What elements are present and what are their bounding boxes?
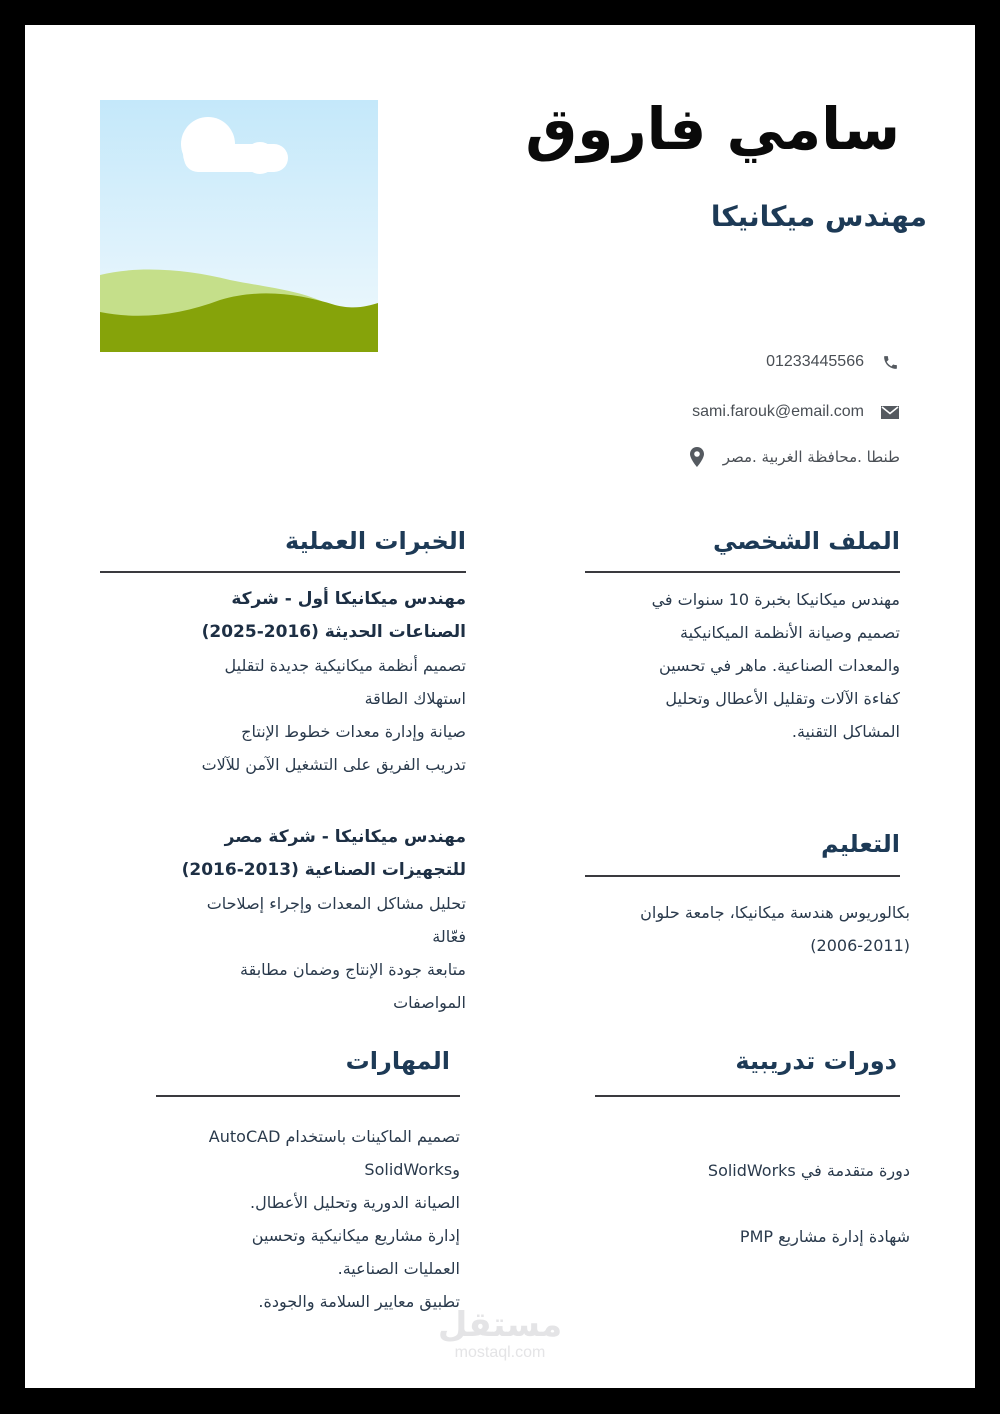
education-line: (2006-2011) bbox=[810, 936, 910, 955]
skill-line: الصيانة الدورية وتحليل الأعطال. bbox=[250, 1193, 460, 1212]
job-heading: مهندس ميكانيكا - شركة مصر bbox=[224, 827, 466, 847]
envelope-icon bbox=[880, 402, 900, 422]
watermark-latin: mostaql.com bbox=[454, 1344, 546, 1361]
map-pin-icon bbox=[687, 447, 707, 467]
candidate-name: سامي فاروق bbox=[525, 95, 900, 163]
education-divider bbox=[585, 875, 900, 877]
skill-line: العمليات الصناعية. bbox=[337, 1259, 460, 1278]
skill-line: تصميم الماكينات باستخدام AutoCAD bbox=[208, 1127, 460, 1146]
skills-body bbox=[140, 1120, 460, 1318]
job-duty: متابعة جودة الإنتاج وضمان مطابقة bbox=[240, 960, 466, 979]
profile-line: المشاكل التقنية. bbox=[791, 722, 900, 741]
courses-title: دورات تدريبية bbox=[735, 1047, 897, 1075]
profile-line: تصميم وصيانة الأنظمة الميكانيكية bbox=[680, 623, 900, 642]
mostaql-watermark bbox=[425, 1305, 575, 1361]
phone-number: 01233445566 bbox=[766, 353, 864, 370]
job-duty: صيانة وإدارة معدات خطوط الإنتاج bbox=[241, 722, 466, 741]
contact-phone bbox=[766, 352, 900, 372]
profile-photo bbox=[100, 100, 378, 352]
job-heading: مهندس ميكانيكا أول - شركة bbox=[231, 589, 466, 609]
contact-address bbox=[687, 447, 900, 467]
address-text: طنطا .محافظة الغربية .مصر bbox=[722, 448, 900, 466]
profile-body bbox=[580, 583, 900, 748]
watermark-arabic: مستقل bbox=[437, 1305, 563, 1345]
resume-page bbox=[25, 25, 975, 1388]
experience-job-1 bbox=[86, 583, 466, 781]
profile-divider bbox=[585, 571, 900, 573]
course-item: دورة متقدمة في SolidWorks bbox=[707, 1161, 910, 1180]
landscape-placeholder-icon bbox=[100, 100, 378, 352]
profile-line: مهندس ميكانيكا بخبرة 10 سنوات في bbox=[651, 590, 900, 609]
job-duty: المواصفات bbox=[393, 993, 466, 1012]
email-address[interactable]: sami.farouk@email.com bbox=[692, 403, 864, 420]
skill-line: إدارة مشاريع ميكانيكية وتحسين bbox=[251, 1226, 460, 1245]
job-duty: فعّالة bbox=[432, 927, 466, 946]
education-body bbox=[570, 896, 910, 962]
profile-line: كفاءة الآلات وتقليل الأعطال وتحليل bbox=[665, 689, 900, 708]
job-duty: تصميم أنظمة ميكانيكية جديدة لتقليل bbox=[224, 656, 466, 675]
job-heading: للتجهيزات الصناعية (2013-2016) bbox=[181, 860, 466, 880]
skill-line: تطبيق معايير السلامة والجودة. bbox=[258, 1292, 460, 1311]
candidate-job-title: مهندس ميكانيكا bbox=[710, 200, 927, 233]
job-duty: استهلاك الطاقة bbox=[364, 689, 466, 708]
course-item: شهادة إدارة مشاريع PMP bbox=[739, 1227, 910, 1246]
education-line: بكالوريوس هندسة ميكانيكا، جامعة حلوان bbox=[640, 903, 910, 922]
skills-divider bbox=[156, 1095, 460, 1097]
education-title: التعليم bbox=[821, 830, 900, 858]
skills-title: المهارات bbox=[345, 1047, 450, 1075]
skill-line: وSolidWorks bbox=[364, 1160, 460, 1179]
experience-job-2 bbox=[86, 821, 466, 1019]
contact-email bbox=[692, 402, 900, 422]
job-duty: تدريب الفريق على التشغيل الآمن للآلات bbox=[201, 755, 466, 774]
job-duty: تحليل مشاكل المعدات وإجراء إصلاحات bbox=[206, 894, 466, 913]
courses-divider bbox=[595, 1095, 900, 1097]
experience-divider bbox=[100, 571, 466, 573]
profile-title: الملف الشخصي bbox=[713, 527, 900, 555]
experience-title: الخبرات العملية bbox=[285, 527, 466, 555]
profile-line: والمعدات الصناعية. ماهر في تحسين bbox=[659, 656, 900, 675]
phone-icon bbox=[880, 352, 900, 372]
job-heading: الصناعات الحديثة (2016-2025) bbox=[201, 622, 466, 642]
